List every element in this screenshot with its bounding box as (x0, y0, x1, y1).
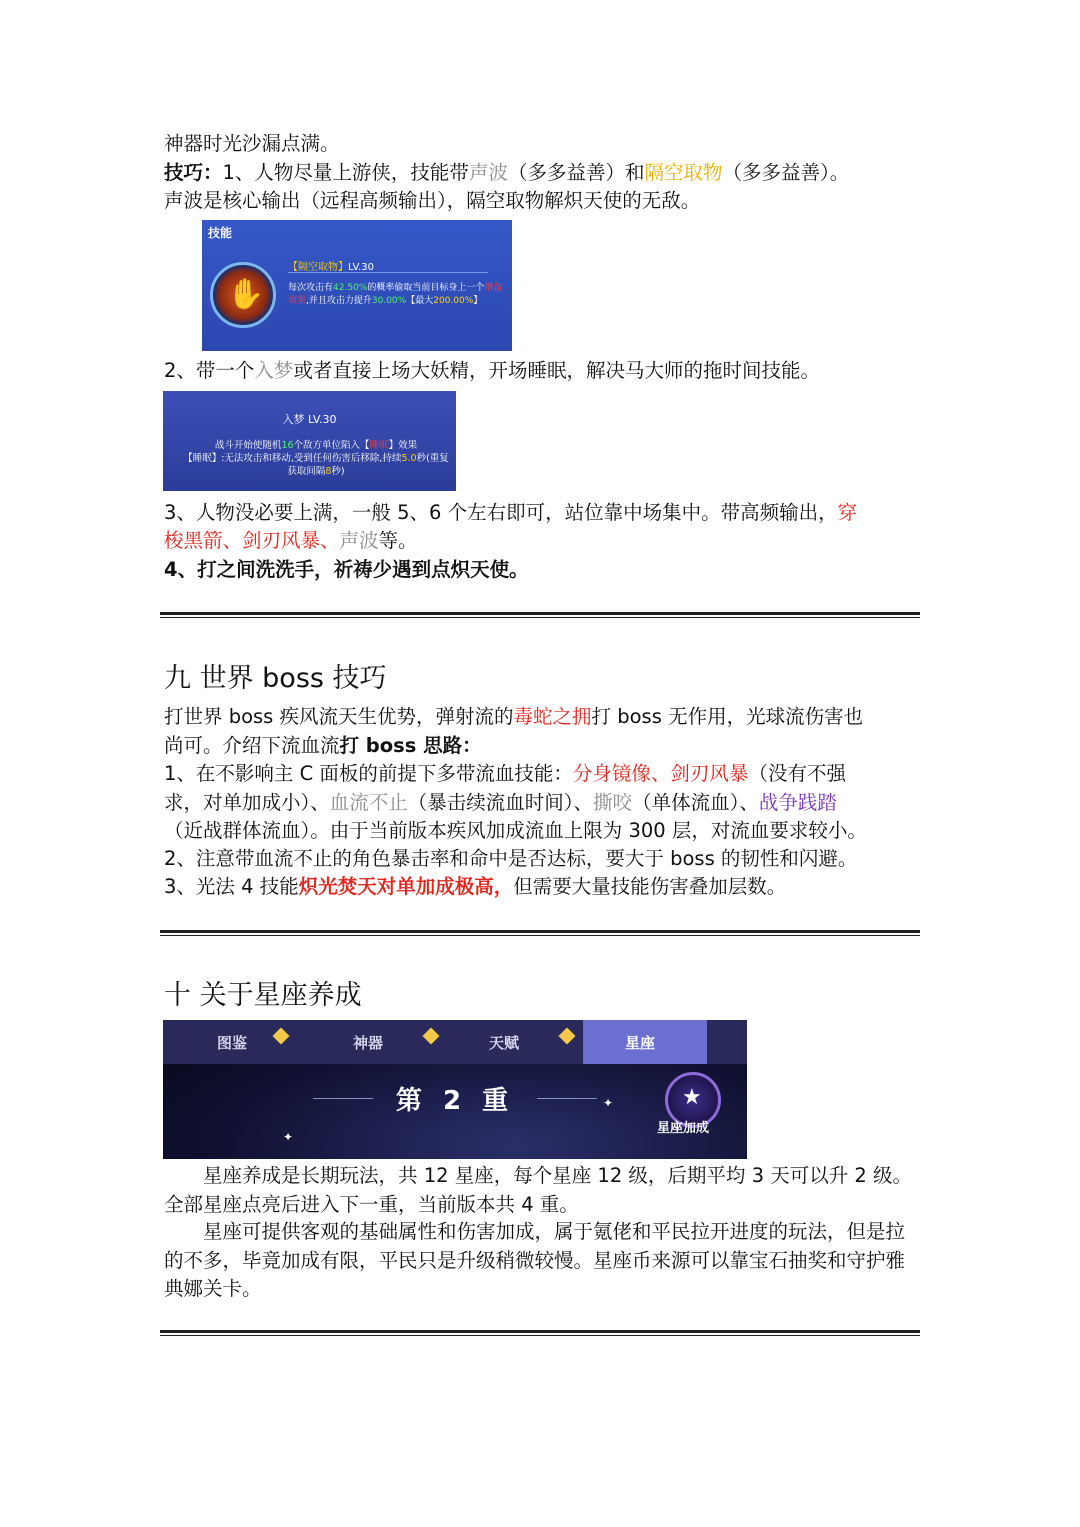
tip-3-line-2: 梭黑箭、剑刃风暴、声波等。 (164, 529, 418, 552)
paragraph: 星座可提供客观的基础属性和伤害加成，属于氪佬和平民拉开进度的玩法，但是拉的不多，毕竟加成有限，平民只是升级稍微较慢。星座币来源可以靠宝石抽奖和守护雅典娜关卡。 (164, 1220, 906, 1300)
list-item: 求，对单加成小）、血流不止（暴击续流血时间）、撕咬（单体流血）、战争践踏 (164, 791, 837, 814)
paragraph: 星座养成是长期玩法，共 12 星座，每个星座 12 级，后期平均 3 天可以升 2 级。全部星座点亮后进入下一重，当前版本共 4 重。 (164, 1164, 913, 1216)
tab-talent[interactable]: 天赋 (489, 1034, 520, 1052)
tab-constellation[interactable]: 星座 (625, 1034, 656, 1052)
skill-description: 战斗开始使随机16个敌方单位陷入【睡眠】效果 【睡眠】:无法攻击和移动,受到任何伤害后移除,持续5.0秒(重复获取间隔8秒) (183, 440, 449, 477)
skill-card-screenshot (163, 391, 456, 491)
star-icon: ★ (682, 1085, 702, 1110)
section-divider (160, 612, 920, 618)
tip-4: 4、打之间洗洗手，祈祷少遇到点炽天使。 (164, 558, 529, 581)
paragraph: 打世界 boss 疾风流天生优势，弹射流的毒蛇之拥打 boss 无作用，光球流伤害也 (164, 705, 864, 728)
section-heading: 十 关于星座养成 (164, 980, 362, 1011)
tip-2: 2、带一个入梦或者直接上场大妖精，开场睡眠，解决马大师的拖时间技能。 (164, 359, 820, 382)
tip-1: 技巧：1、人物尽量上游侠，技能带声波（多多益善）和隔空取物（多多益善）。 (164, 161, 850, 184)
constellation-bonus-label: 星座加成 (657, 1121, 710, 1136)
tip-1-line-2: 声波是核心输出（远程高频输出），隔空取物解炽天使的无敌。 (164, 189, 701, 212)
paragraph: 尚可。介绍下流血流打 boss 思路： (164, 734, 482, 757)
skill-card-screenshot (202, 220, 512, 351)
text-line: 神器时光沙漏点满。 (164, 132, 340, 155)
section-divider (160, 930, 920, 936)
tab-artifact[interactable]: 神器 (353, 1034, 384, 1052)
list-item: 1、在不影响主 C 面板的前提下多带流血技能：分身镜像、剑刃风暴（没有不强 (164, 762, 846, 785)
divider (288, 272, 488, 273)
tip-3: 3、人物没必要上满，一般 5、6 个左右即可，站位靠中场集中。带高频输出，穿 (164, 501, 858, 524)
skill-name: 入梦 LV.30 (282, 413, 337, 426)
tab-illustrated[interactable]: 图鉴 (217, 1034, 248, 1052)
list-item: 2、注意带血流不止的角色暴击率和命中是否达标，要大于 boss 的韧性和闪避。 (164, 847, 858, 870)
list-item: 3、光法 4 技能炽光焚天对单加成极高，但需要大量技能伤害叠加层数。 (164, 875, 787, 898)
section-divider (160, 1330, 920, 1336)
list-item: （近战群体流血）。由于当前版本疾风加成流血上限为 300 层，对流血要求较小。 (164, 819, 867, 842)
skill-description: 每次攻击有42.50%的概率偷取当前目标身上一个增益效果,并且攻击力提升30.00%【最大200.00%】 (288, 283, 503, 306)
skill-panel-title: 技能 (208, 226, 233, 240)
section-heading: 九 世界 boss 技巧 (164, 663, 387, 694)
rank-title: 第 2 重 (395, 1086, 515, 1116)
sparkle-icon: ✦ (603, 1096, 614, 1110)
skill-name: 【隔空取物】LV.30 (288, 262, 374, 273)
skill-hand-icon: ✋ (210, 262, 276, 328)
constellation-screenshot (163, 1020, 747, 1159)
sparkle-icon: ✦ (283, 1130, 294, 1144)
